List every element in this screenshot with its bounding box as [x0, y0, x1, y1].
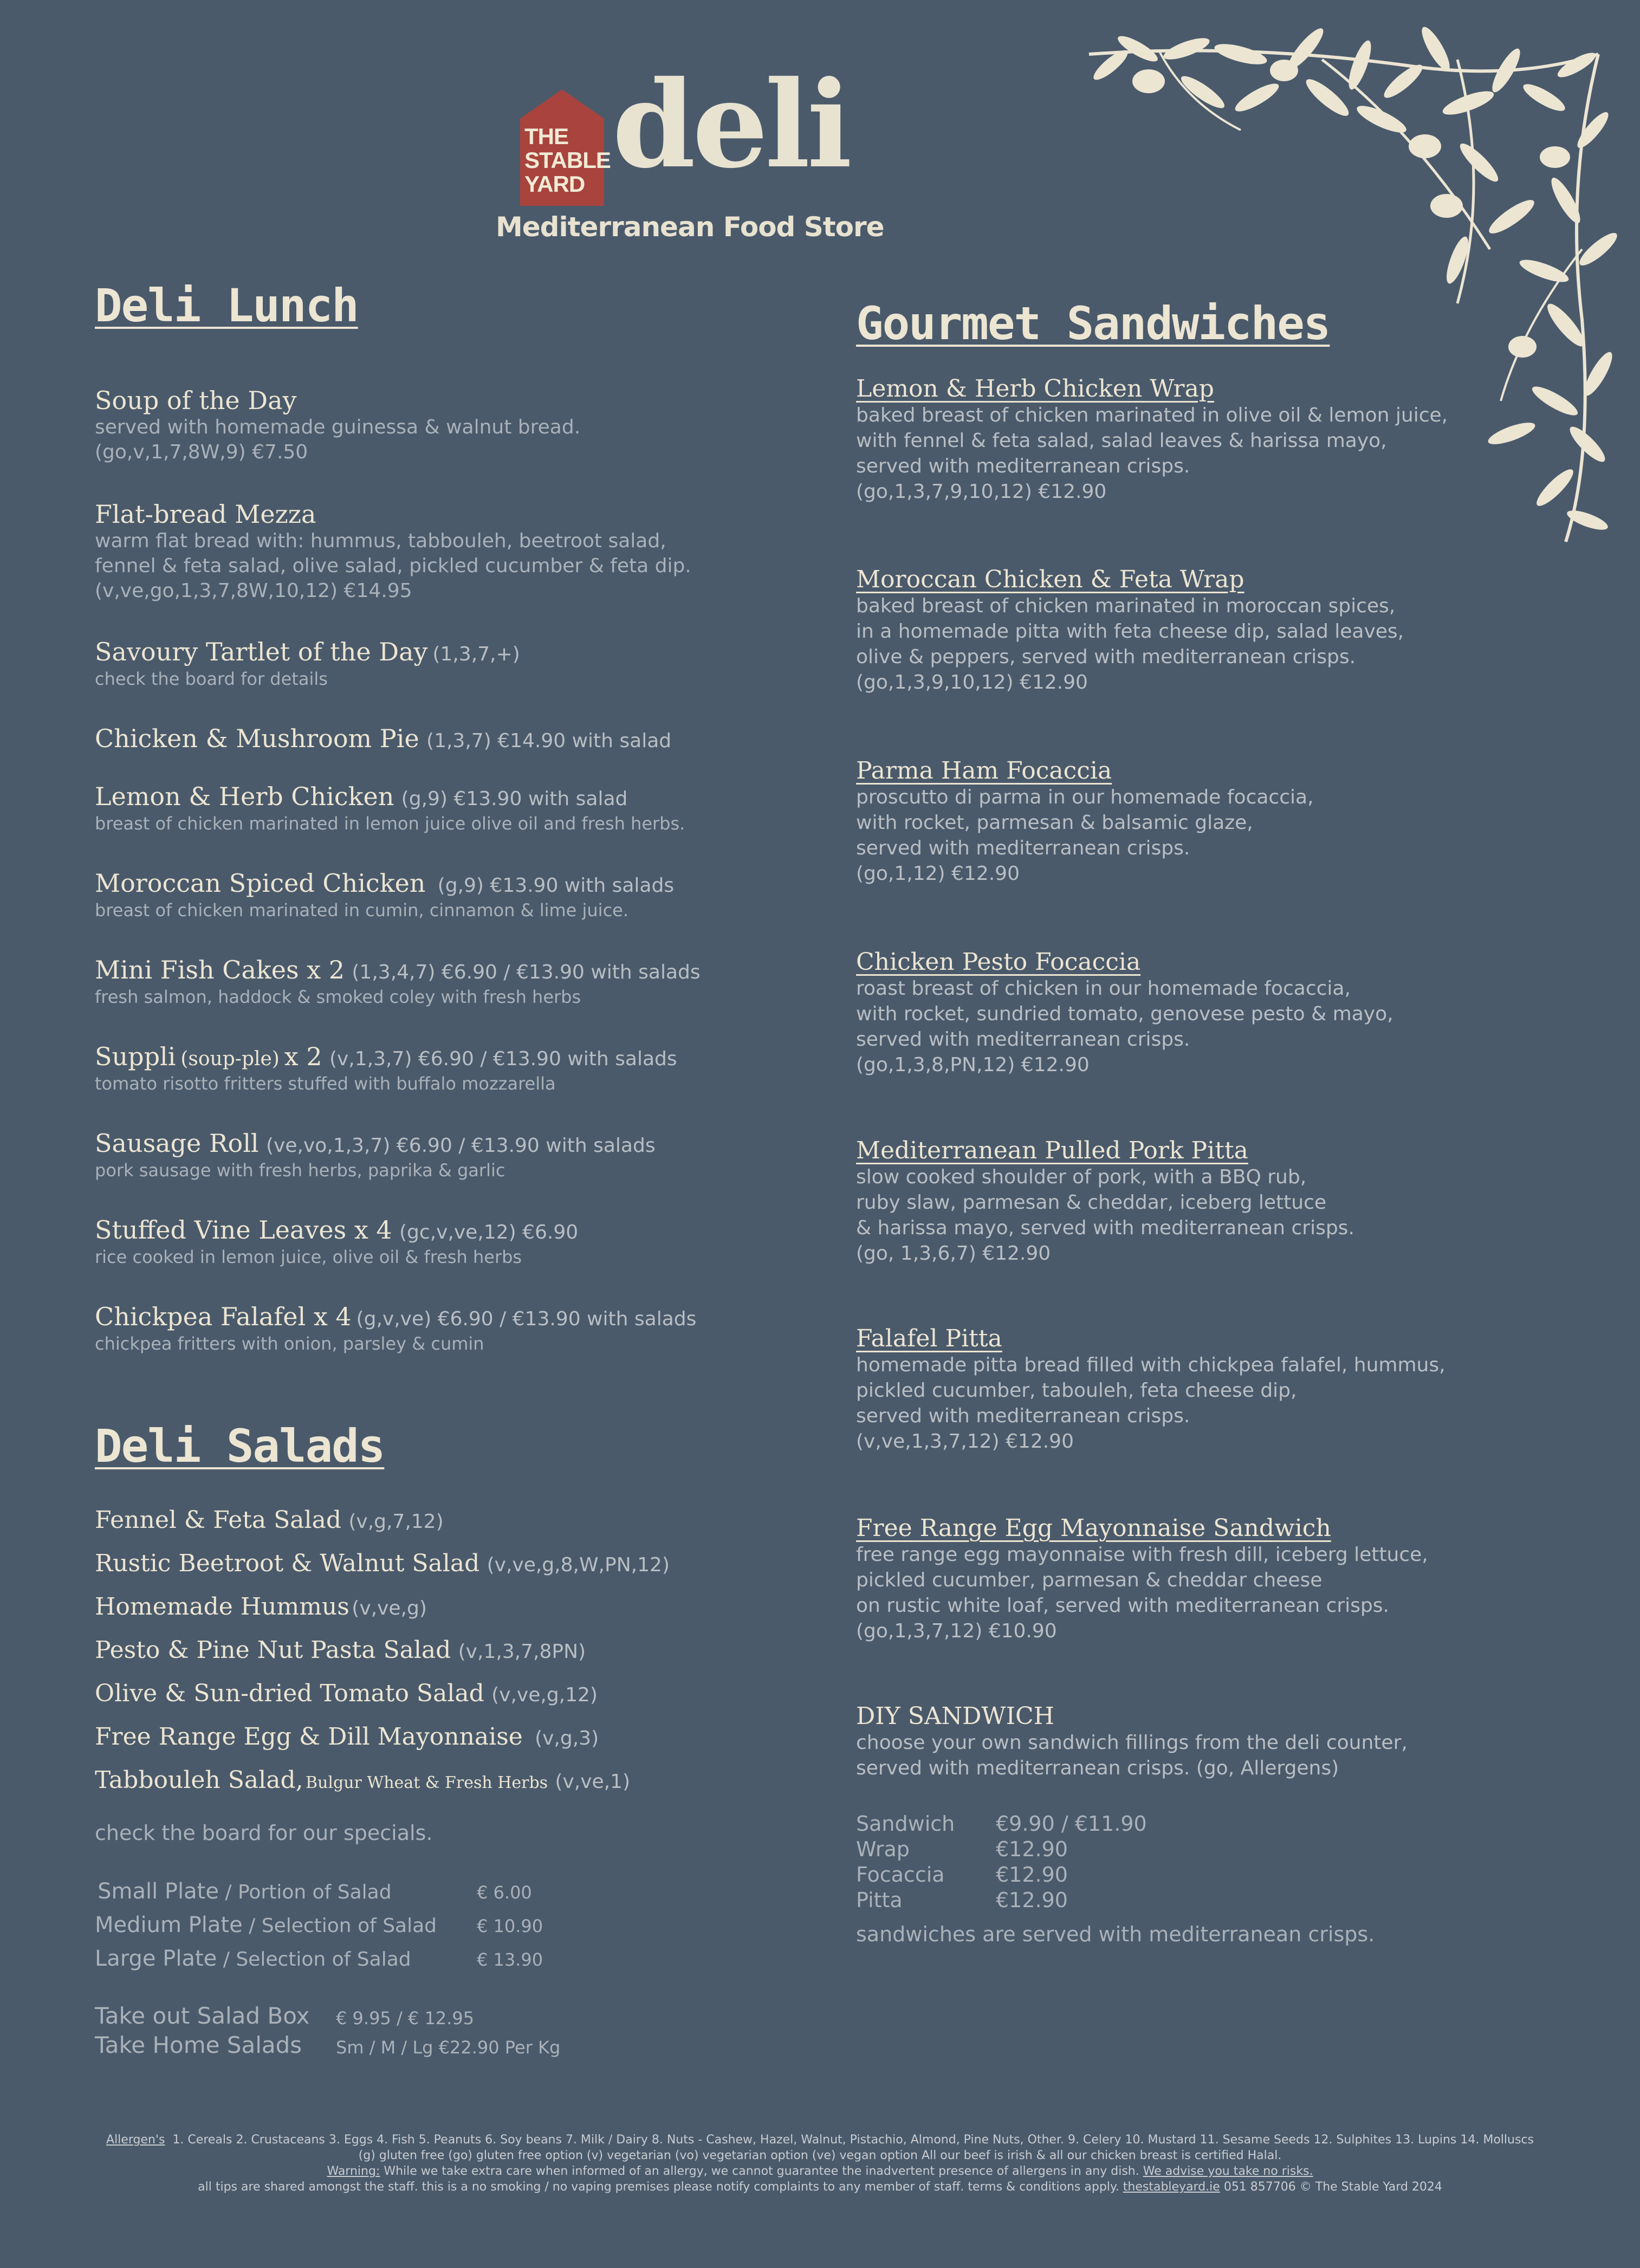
- contact-info: 051 857706 © The Stable Yard 2024: [1220, 2180, 1442, 2194]
- takeout-price: € 9.95 / € 12.95: [336, 2008, 475, 2029]
- lunch-item: Sausage Roll (ve,vo,1,3,7) €6.90 / €13.90 with salads pork sausage with fresh herbs, paprika & garlic: [95, 1129, 656, 1181]
- takeout-price: Sm / M / Lg €22.90 Per Kg: [336, 2037, 561, 2058]
- sandwich-item: Moroccan Chicken & Feta Wrap baked breast of chicken marinated in moroccan spices, in a homemade pitta with feta cheese dip, salad leaves, olive & peppers, served with mediterranean crisps. (go,1,3,9,10,12) €12.90: [856, 566, 1404, 694]
- diy-sandwich: DIY SANDWICH choose your own sandwich fillings from the deli counter, served with mediterranean crisps. (go, Allergens): [856, 1702, 1408, 1779]
- allergens-list: 1. Cereals 2. Crustaceans 3. Eggs 4. Fish 5. Peanuts 6. Soy beans 7. Milk / Dairy 8. Nuts - Cashew, Hazel, Walnut, Pistachio, Almond, Pine Nuts, Other. 9. Celery 10. Mustard 11. Sesame Seeds 12. Sulphites 13. Lupins 14. Molluscs: [172, 2133, 1534, 2147]
- lunch-item: Moroccan Spiced Chicken (g,9) €13.90 with salads breast of chicken marinated in cumin, cinnamon & lime juice.: [95, 869, 675, 921]
- lunch-item: Chickpea Falafel x 4 (g,v,ve) €6.90 / €13.90 with salads chickpea fritters with onion, parsley & cumin: [95, 1302, 697, 1354]
- sandwich-item: Mediterranean Pulled Pork Pitta slow cooked shoulder of pork, with a BBQ rub, ruby slaw, parmesan & cheddar, iceberg lettuce & harissa mayo, served with mediterranean crisps. (go, 1,3,6,7) €12.90: [856, 1137, 1354, 1265]
- deli-salads-title: Deli Salads: [95, 1420, 385, 1473]
- warning-label: Warning:: [327, 2165, 380, 2178]
- plate-row: Small Plate / Portion of Salad: [98, 1879, 392, 1904]
- website-link[interactable]: thestableyard.ie: [1123, 2180, 1220, 2194]
- salad-item: Homemade Hummus (v,ve,g): [95, 1593, 427, 1621]
- diy-price: €12.90: [996, 1888, 1068, 1912]
- salad-item: Rustic Beetroot & Walnut Salad (v,ve,g,8,W,PN,12): [95, 1550, 670, 1577]
- diy-price: €12.90: [996, 1837, 1068, 1861]
- diy-price: €9.90 / €11.90: [996, 1812, 1147, 1836]
- dietary-legend: (g) gluten free (go) gluten free option (v) vegetarian (vo) vegetarian option (ve) vegan option All our beef is irish & all our chicken breast is certified Halal.: [358, 2149, 1282, 2162]
- sandwich-item: Lemon & Herb Chicken Wrap baked breast of chicken marinated in olive oil & lemon juice, with fennel & feta salad, salad leaves & harissa mayo, served with mediterranean crisps. (go,1,3,7,9,10,12) €12.90: [856, 375, 1448, 503]
- plate-price: € 10.90: [477, 1916, 543, 1936]
- lunch-item: Chicken & Mushroom Pie (1,3,7) €14.90 with salad: [95, 724, 672, 753]
- gourmet-sandwiches-title: Gourmet Sandwiches: [856, 297, 1330, 350]
- sandwich-item: Parma Ham Focaccia proscutto di parma in our homemade focaccia, with rocket, parmesan & balsamic glaze, served with mediterranean crisps. (go,1,12) €12.90: [856, 757, 1314, 885]
- plate-row: Medium Plate / Selection of Salad: [95, 1913, 437, 1937]
- specials-note: check the board for our specials.: [95, 1821, 433, 1845]
- lunch-item: Suppli (soup-ple) x 2 (v,1,3,7) €6.90 / €13.90 with salads tomato risotto fritters stuffed with buffalo mozzarella: [95, 1042, 677, 1094]
- plate-price: € 6.00: [477, 1882, 532, 1903]
- salad-item: Free Range Egg & Dill Mayonnaise (v,g,3): [95, 1723, 599, 1751]
- warning-text: While we take extra care when informed of an allergy, we cannot guarantee the inadvertent presence of allergens in any dish.: [380, 2165, 1143, 2178]
- logo: [496, 54, 884, 247]
- logo-tagline: Mediterranean Food Store: [496, 211, 884, 243]
- sandwich-item: Chicken Pesto Focaccia roast breast of chicken in our homemade focaccia, with rocket, sundried tomato, genovese pesto & mayo, served with mediterranean crisps. (go,1,3,8,PN,12) €12.90: [856, 948, 1393, 1076]
- diy-note: sandwiches are served with mediterranean crisps.: [856, 1922, 1375, 1946]
- allergens-label: Allergen's: [106, 2133, 165, 2147]
- sandwich-item: Free Range Egg Mayonnaise Sandwich free range egg mayonnaise with fresh dill, iceberg lettuce, pickled cucumber, parmesan & cheddar cheese on rustic white loaf, served with mediterranean crisps. (go,1,3,7,12) €10.90: [856, 1514, 1428, 1642]
- diy-price-label: Focaccia: [856, 1863, 945, 1887]
- diy-price-label: Sandwich: [856, 1812, 955, 1836]
- sandwich-item: Falafel Pitta homemade pitta bread filled with chickpea falafel, hummus, pickled cucumber, tabouleh, feta cheese dip, served with mediterranean crisps. (v,ve,1,3,7,12) €12.90: [856, 1325, 1445, 1453]
- lunch-item: Lemon & Herb Chicken (g,9) €13.90 with salad breast of chicken marinated in lemon juice olive oil and fresh herbs.: [95, 782, 685, 834]
- salad-item: Fennel & Feta Salad (v,g,7,12): [95, 1506, 444, 1534]
- plate-row: Large Plate / Selection of Salad: [95, 1946, 411, 1971]
- lunch-item: Savoury Tartlet of the Day (1,3,7,+) check the board for details: [95, 637, 520, 689]
- diy-price-label: Wrap: [856, 1837, 910, 1861]
- tips-notice: all tips are shared amongst the staff. this is a no smoking / no vaping premises please notify complaints to any member of staff. terms & conditions apply.: [198, 2180, 1123, 2194]
- takeout-row: Take out Salad Box: [95, 2003, 310, 2029]
- logo-house-text: THE STABLE YARD: [524, 124, 611, 197]
- diy-price: €12.90: [996, 1863, 1068, 1887]
- salad-item: Olive & Sun-dried Tomato Salad (v,ve,g,12): [95, 1680, 598, 1707]
- footer: [0, 2132, 1640, 2195]
- lunch-item: Flat-bread Mezza warm flat bread with: hummus, tabbouleh, beetroot salad, fennel & feta salad, olive salad, pickled cucumber & feta dip. (v,ve,go,1,3,7,8W,10,12) €14.95: [95, 500, 691, 602]
- takeout-row: Take Home Salads: [95, 2032, 302, 2058]
- lunch-item: Mini Fish Cakes x 2 (1,3,4,7) €6.90 / €13.90 with salads fresh salmon, haddock & smoked coley with fresh herbs: [95, 955, 701, 1007]
- diy-price-label: Pitta: [856, 1888, 903, 1912]
- plate-price: € 13.90: [477, 1949, 543, 1970]
- deli-lunch-title: Deli Lunch: [95, 279, 358, 332]
- salad-item: Pesto & Pine Nut Pasta Salad (v,1,3,7,8PN): [95, 1636, 586, 1664]
- salad-item: Tabbouleh Salad, Bulgur Wheat & Fresh Herbs (v,ve,1): [95, 1766, 631, 1794]
- logo-word: deli: [612, 54, 849, 195]
- lunch-item: Stuffed Vine Leaves x 4 (gc,v,ve,12) €6.90 rice cooked in lemon juice, olive oil & fresh herbs: [95, 1215, 579, 1267]
- warning-advice: We advise you take no risks.: [1143, 2165, 1313, 2178]
- lunch-item: Soup of the Day served with homemade guinessa & walnut bread. (go,v,1,7,8W,9) €7.50: [95, 386, 581, 463]
